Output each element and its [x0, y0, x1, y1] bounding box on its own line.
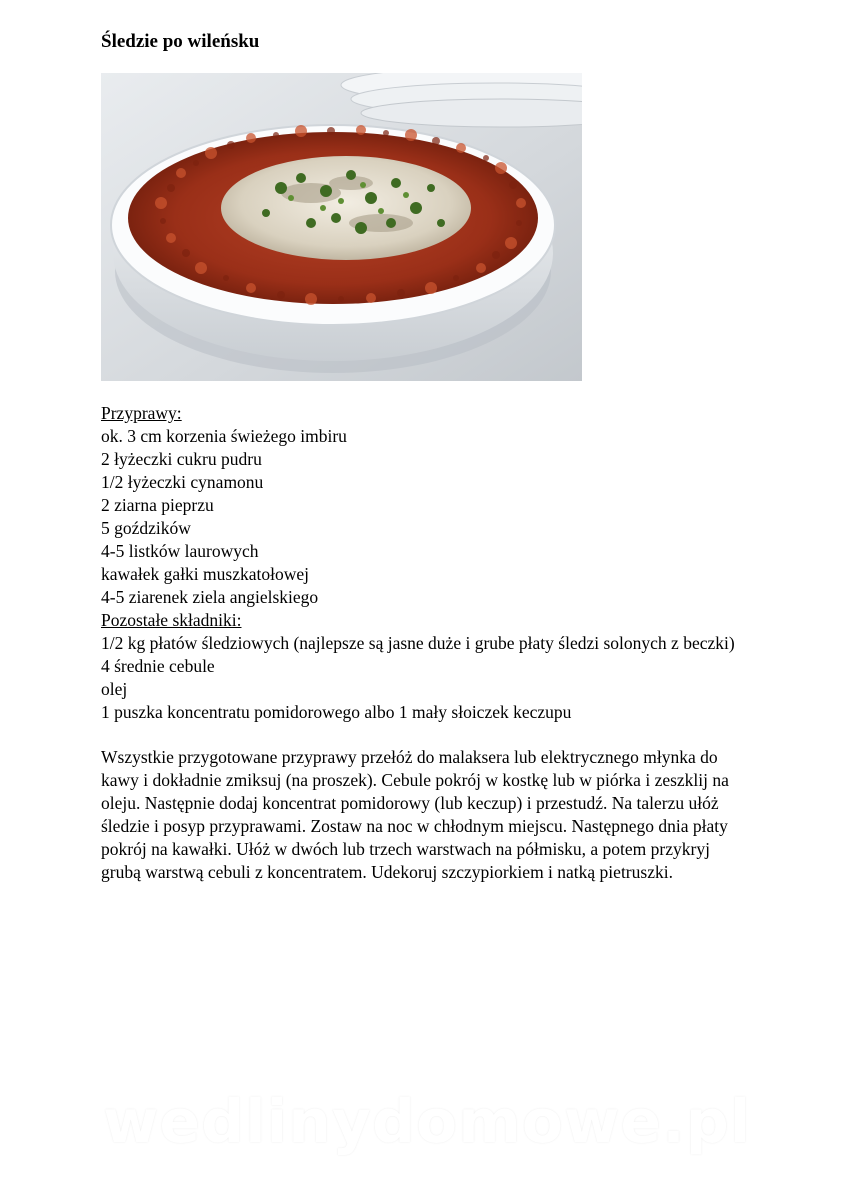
- spice-item: kawałek gałki muszkatołowej: [101, 564, 309, 584]
- spice-item: ok. 3 cm korzenia świeżego imbiru: [101, 426, 347, 446]
- ingredient-item: 4 średnie cebule: [101, 656, 215, 676]
- spices-heading: Przyprawy:: [101, 403, 182, 423]
- spice-item: 2 łyżeczki cukru pudru: [101, 449, 262, 469]
- spice-item: 2 ziarna pieprzu: [101, 495, 214, 515]
- spice-item: 1/2 łyżeczki cynamonu: [101, 472, 264, 492]
- watermark: wedlinydomowe.pl: [103, 1087, 752, 1157]
- spice-item: 4-5 ziarenek ziela angielskiego: [101, 587, 319, 607]
- ingredient-item: 1 puszka koncentratu pomidorowego albo 1 mały słoiczek keczupu: [101, 702, 572, 722]
- dish-photo: [101, 73, 582, 381]
- ingredient-item: olej: [101, 679, 128, 699]
- ingredient-item: 1/2 kg płatów śledziowych (najlepsze są jasne duże i grube płaty śledzi solonych z beczki): [101, 633, 735, 653]
- instructions-paragraph: Wszystkie przygotowane przyprawy przełóż do malaksera lub elektrycznego młynka do kawy i dokładnie zmiksuj (na proszek). Cebule pokrój w kostkę lub w piórka i zeszklij na oleju. Następnie dodaj koncentrat pomidorowy (lub keczup) i przestudź. Na talerzu ułóż śledzie i posyp przyprawami. Zostaw na noc w chłodnym miejscu. Następnego dnia płaty pokrój na kawałki. Ułóż w dwóch lub trzech warstwach na półmisku, a potem przykryj grubą warstwą cebuli z koncentratem. Udekoruj szczypiorkiem i natką pietruszki.: [101, 747, 729, 882]
- recipe-body: [101, 402, 771, 884]
- spice-item: 4-5 listków laurowych: [101, 541, 259, 561]
- spice-item: 5 goździków: [101, 518, 191, 538]
- other-ingredients-heading: Pozostałe składniki:: [101, 610, 242, 630]
- recipe-title: Śledzie po wileńsku: [101, 31, 260, 52]
